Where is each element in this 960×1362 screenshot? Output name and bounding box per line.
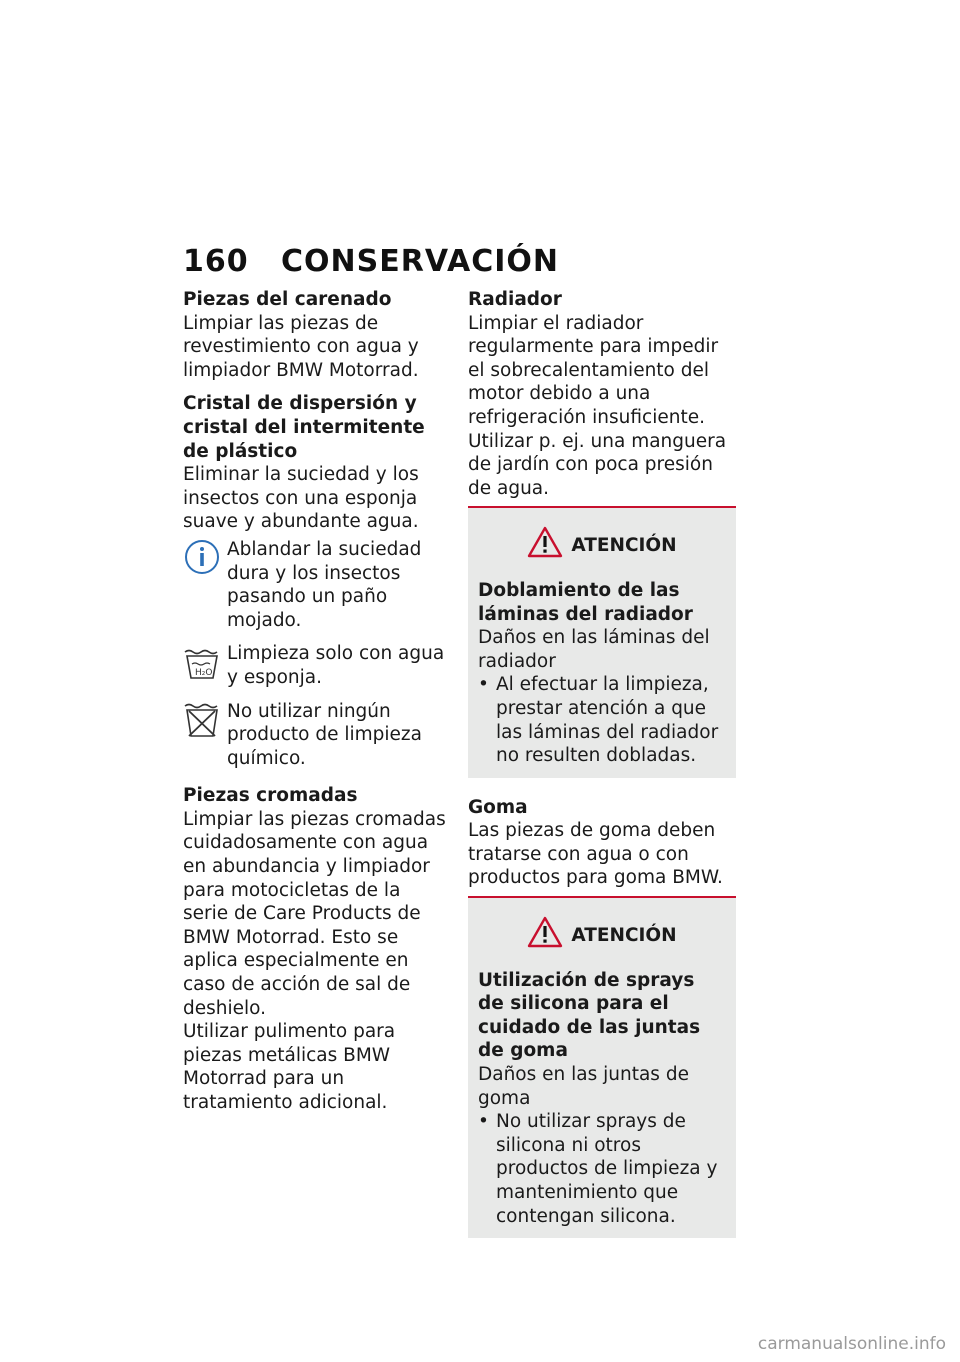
section-text-pulimento: Utilizar pulimento para piezas metálicas BMW Motorrad para un tratamiento adicional. — [183, 1021, 396, 1113]
page-number: 160 — [183, 244, 249, 279]
warning-text: Daños en las juntas de goma — [478, 1064, 689, 1109]
sponge-wash-icon — [183, 642, 221, 689]
warning-bullet: • Al efectuar la limpieza, prestar atención a que las láminas del radiador no resulten dobladas. — [478, 674, 719, 767]
section-title-carenado: Piezas del carenado — [183, 289, 392, 310]
no-chemical-text: No utilizar ningún producto de limpieza químico. — [227, 700, 422, 769]
right-column — [468, 288, 736, 1256]
section-text-manguera: Utilizar p. ej. una manguera de jardín con poca presión de agua. — [468, 430, 727, 499]
warning-text: Daños en las láminas del radiador — [478, 627, 710, 672]
sponge-text: Limpieza solo con agua y esponja. — [227, 643, 445, 688]
tip-text: Ablandar la suciedad dura y los insectos pasando un paño mojado. — [227, 538, 422, 631]
tip-note — [183, 538, 448, 632]
warning-title: Utilización de sprays de silicona para el cuidado de las juntas de goma — [478, 969, 701, 1062]
warning-box-goma — [468, 896, 736, 1238]
section-title-radiador: Radiador — [468, 289, 562, 310]
svg-text:H₂O: H₂O — [195, 668, 213, 679]
no-chemical-icon — [183, 700, 221, 771]
section-title-cristal: Cristal de dispersión y cristal del intermitente de plástico — [183, 393, 425, 462]
warning-bullet: • No utilizar sprays de silicona ni otros productos de limpieza y mantenimiento que contengan silicona. — [478, 1111, 718, 1227]
no-chemical-note — [183, 700, 448, 771]
warning-header — [478, 526, 726, 565]
warning-box-radiador — [468, 506, 736, 777]
warning-icon — [527, 916, 563, 955]
sponge-note — [183, 642, 448, 689]
warning-label: ATENCIÓN — [571, 534, 677, 556]
page-header — [183, 244, 559, 279]
page-title: CONSERVACIÓN — [281, 244, 560, 279]
warning-label: ATENCIÓN — [571, 924, 677, 946]
section-title-goma: Goma — [468, 796, 528, 818]
info-icon — [183, 538, 221, 632]
section-text-cristal: Eliminar la suciedad y los insectos con una esponja suave y abundante agua. — [183, 464, 419, 533]
watermark: carmanualsonline.info — [757, 1334, 946, 1354]
left-column — [183, 288, 448, 1115]
warning-header — [478, 916, 726, 955]
section-text-carenado: Limpiar las piezas de revestimiento con agua y limpiador BMW Motorrad. — [183, 312, 419, 381]
section-text-cromadas: Limpiar las piezas cromadas cuidadosamente con agua en abundancia y limpiador para motocicletas de la serie de Care Products de BMW Motorrad. Esto se aplica especialmente en caso de acción de sal de deshielo. — [183, 808, 446, 1019]
warning-title: Doblamiento de las láminas del radiador — [478, 579, 693, 625]
warning-icon — [527, 526, 563, 565]
section-title-cromadas: Piezas cromadas — [183, 785, 358, 807]
section-text-goma: Las piezas de goma deben tratarse con agua o con productos para goma BMW. — [468, 820, 723, 889]
section-text-radiador: Limpiar el radiador regularmente para impedir el sobrecalentamiento del motor debido a una refrigeración insuficiente. — [468, 312, 719, 428]
